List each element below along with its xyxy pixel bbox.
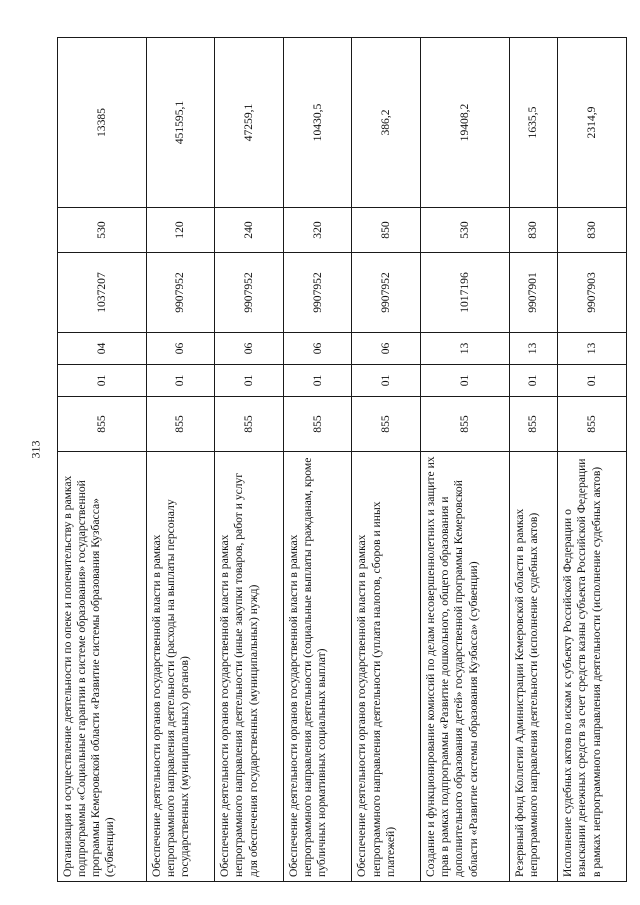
subsection-code: 13	[558, 333, 627, 365]
budget-table-body	[58, 38, 627, 882]
target-item-code: 9907952	[146, 253, 215, 333]
table-row	[558, 38, 627, 882]
table-row	[509, 38, 558, 882]
section-code: 01	[352, 365, 421, 397]
row-description: Обеспечение деятельности органов государственной власти в рамках непрограммного направления деятельности (уплата налогов, сборов и иных платежей)	[352, 452, 421, 882]
amount: 451595,1	[146, 38, 215, 208]
table-row	[352, 38, 421, 882]
amount: 2314,9	[558, 38, 627, 208]
expense-type-code: 530	[58, 208, 147, 253]
row-description: Создание и функционирование комиссий по делам несовершеннолетних и защите их прав в рамках подпрограммы «Развитие дошкольного, общего образования и дополнительного образования детей» государственной программы Кемеровской области «Развитие системы образования Кузбасса» (субвенции)	[421, 452, 510, 882]
main-administrator-code: 855	[509, 397, 558, 452]
row-description: Исполнение судебных актов по искам к субъекту Российской Федерации о взыскании денежных средств за счет средств казны субъекта Российской Федерации в рамках непрограммного направления деятельности (исполнение судебных актов)	[558, 452, 627, 882]
target-item-code: 1037207	[58, 253, 147, 333]
page-number: 313	[28, 440, 43, 459]
expense-type-code: 530	[421, 208, 510, 253]
amount: 13385	[58, 38, 147, 208]
target-item-code: 9907903	[558, 253, 627, 333]
target-item-code: 1017196	[421, 253, 510, 333]
main-administrator-code: 855	[58, 397, 147, 452]
amount: 47259,1	[215, 38, 284, 208]
table-row	[421, 38, 510, 882]
main-administrator-code: 855	[352, 397, 421, 452]
subsection-code: 13	[509, 333, 558, 365]
section-code: 01	[283, 365, 352, 397]
table-row	[58, 38, 147, 882]
table-row	[283, 38, 352, 882]
subsection-code: 06	[283, 333, 352, 365]
target-item-code: 9907901	[509, 253, 558, 333]
subsection-code: 06	[215, 333, 284, 365]
subsection-code: 04	[58, 333, 147, 365]
main-administrator-code: 855	[421, 397, 510, 452]
amount: 386,2	[352, 38, 421, 208]
target-item-code: 9907952	[215, 253, 284, 333]
expense-type-code: 850	[352, 208, 421, 253]
rotated-table-container	[57, 38, 627, 882]
row-description: Резервный фонд Коллегии Администрации Кемеровской области в рамках непрограммного направления деятельности (исполнение судебных актов)	[509, 452, 558, 882]
amount: 1635,5	[509, 38, 558, 208]
row-description: Обеспечение деятельности органов государственной власти в рамках непрограммного направления деятельности (иные закупки товаров, работ и услуг для обеспечения государственных (муниципальных) нужд)	[215, 452, 284, 882]
main-administrator-code: 855	[283, 397, 352, 452]
main-administrator-code: 855	[558, 397, 627, 452]
budget-table	[57, 37, 627, 882]
section-code: 01	[215, 365, 284, 397]
expense-type-code: 240	[215, 208, 284, 253]
amount: 10430,5	[283, 38, 352, 208]
table-row	[215, 38, 284, 882]
section-code: 01	[421, 365, 510, 397]
section-code: 01	[558, 365, 627, 397]
subsection-code: 13	[421, 333, 510, 365]
expense-type-code: 830	[558, 208, 627, 253]
section-code: 01	[146, 365, 215, 397]
row-description: Организация и осуществление деятельности по опеке и попечительству в рамках подпрограммы «Социальные гарантии в системе образования» государственной программы Кемеровской области «Развитие системы образования Кузбасса» (субвенции)	[58, 452, 147, 882]
section-code: 01	[58, 365, 147, 397]
main-administrator-code: 855	[146, 397, 215, 452]
target-item-code: 9907952	[283, 253, 352, 333]
subsection-code: 06	[352, 333, 421, 365]
amount: 19408,2	[421, 38, 510, 208]
expense-type-code: 830	[509, 208, 558, 253]
subsection-code: 06	[146, 333, 215, 365]
target-item-code: 9907952	[352, 253, 421, 333]
section-code: 01	[509, 365, 558, 397]
expense-type-code: 320	[283, 208, 352, 253]
row-description: Обеспечение деятельности органов государственной власти в рамках непрограммного направления деятельности (социальные выплаты гражданам, кроме публичных нормативных социальных выплат)	[283, 452, 352, 882]
main-administrator-code: 855	[215, 397, 284, 452]
table-row	[146, 38, 215, 882]
expense-type-code: 120	[146, 208, 215, 253]
row-description: Обеспечение деятельности органов государственной власти в рамках непрограммного направления деятельности (расходы на выплаты персоналу государственных (муниципальных) органов)	[146, 452, 215, 882]
